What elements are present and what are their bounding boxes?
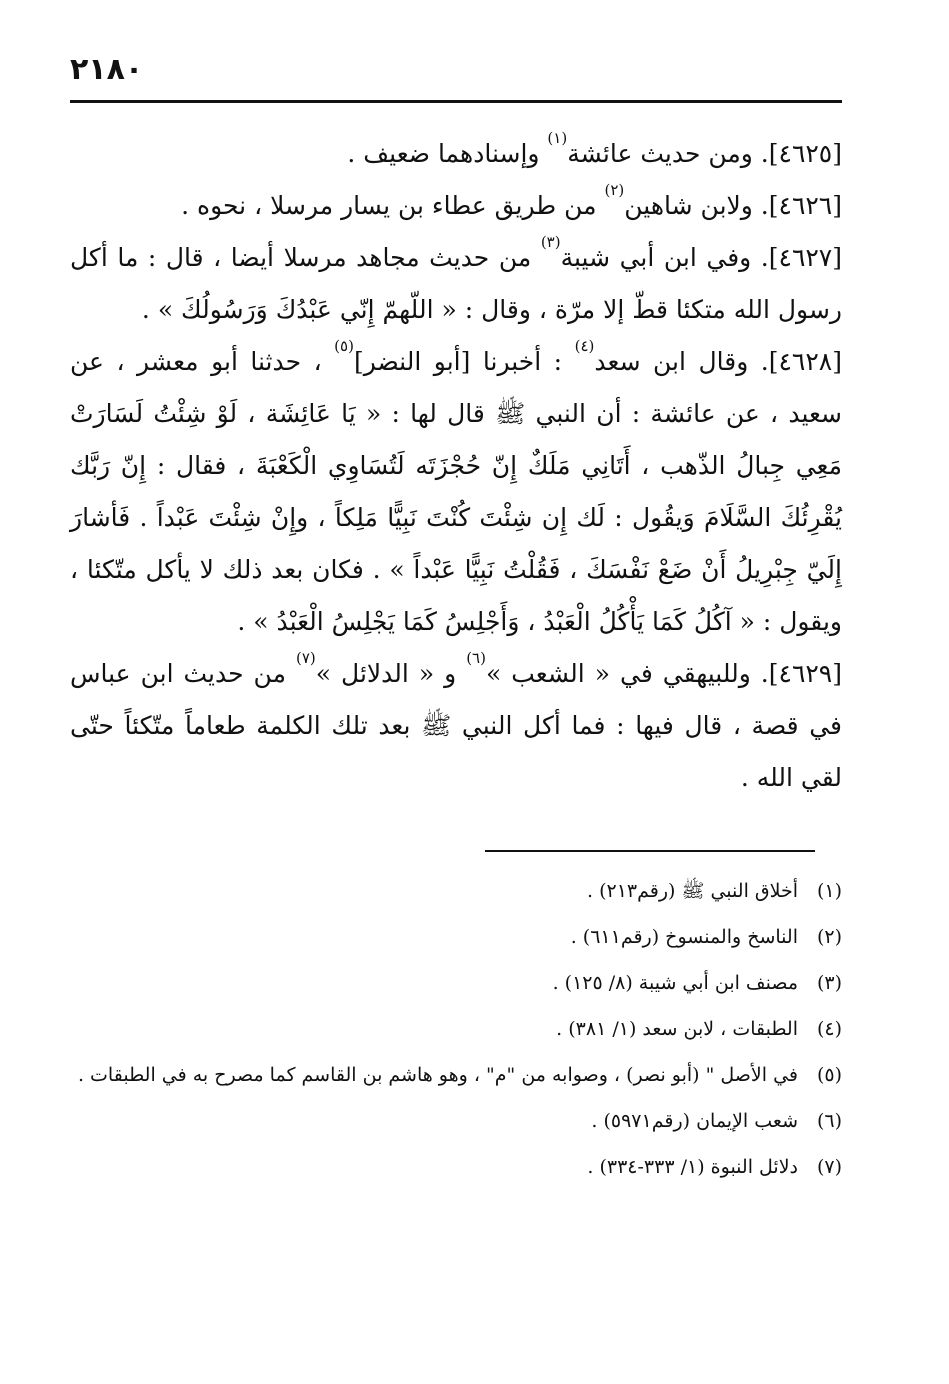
paragraph-number: [٤٦٢٧] bbox=[768, 243, 842, 272]
footnote-ref: (٣) bbox=[540, 232, 561, 251]
footnote-text: في الأصل " (أبو نصر) ، وصوابه من "م" ، وهو هاشم بن القاسم كما مصرح به في الطبقات . bbox=[77, 1064, 798, 1086]
paragraph-text: . وفي ابن أبي شيبة bbox=[560, 243, 769, 272]
footnote-number: (٣) bbox=[816, 972, 842, 994]
paragraph-number: [٤٦٢٦] bbox=[768, 191, 842, 220]
footnote-item bbox=[70, 1098, 842, 1144]
paragraph-text: . وقال ابن سعد bbox=[594, 347, 769, 376]
paragraph-number: [٤٦٢٩] bbox=[768, 659, 842, 688]
footnote-number: (١) bbox=[816, 880, 842, 902]
footnote-text: شعب الإيمان (رقم٥٩٧١) . bbox=[591, 1110, 798, 1132]
paragraph-4628 bbox=[70, 336, 842, 648]
paragraph-text: . وللبيهقي في « الشعب » bbox=[485, 659, 769, 688]
footnote-text: الناسخ والمنسوخ (رقم٦١١) . bbox=[570, 926, 798, 948]
footnote-item bbox=[70, 1144, 842, 1190]
paragraph-text: . ولابن شاهين bbox=[624, 191, 769, 220]
paragraph-number: [٤٦٢٨] bbox=[768, 347, 842, 376]
footnote-item bbox=[70, 914, 842, 960]
footnote-item bbox=[70, 960, 842, 1006]
footnote-text: الطبقات ، لابن سعد (١/ ٣٨١) . bbox=[556, 1018, 798, 1040]
paragraph-text: : أخبرنا [أبو النضر] bbox=[353, 347, 575, 376]
footnote-number: (٤) bbox=[816, 1018, 842, 1040]
footnote-number: (٦) bbox=[816, 1110, 842, 1132]
paragraph-text: وإسنادهما ضعيف . bbox=[347, 139, 548, 168]
paragraph-text: و « الدلائل » bbox=[315, 659, 467, 688]
paragraph-4626 bbox=[70, 180, 842, 232]
paragraph-text: من حديث ابن عباس في قصة ، قال فيها : فما أكل النبي ﷺ بعد تلك الكلمة طعاماً متّكئاً حتّى لقي الله . bbox=[70, 659, 842, 792]
footnote-item bbox=[70, 868, 842, 914]
footnote-ref: (٤) bbox=[574, 336, 595, 355]
page-number: ٢١٨٠ bbox=[70, 52, 144, 87]
footnote-number: (٢) bbox=[816, 926, 842, 948]
header-divider bbox=[70, 100, 842, 103]
footnote-ref: (١) bbox=[547, 128, 568, 147]
footnote-text: أخلاق النبي ﷺ (رقم٢١٣) . bbox=[587, 880, 798, 902]
footnote-text: دلائل النبوة (١/ ٣٣٣-٣٣٤) . bbox=[587, 1156, 798, 1178]
paragraph-text: من حديث مجاهد مرسلا أيضا ، قال : ما أكل رسول الله متكئا قطّ إلا مرّة ، وقال : « اللّهمّ إِنّي عَبْدُكَ وَرَسُولُكَ » . bbox=[70, 243, 842, 324]
footnote-divider bbox=[485, 850, 815, 852]
paragraph-text: من طريق عطاء بن يسار مرسلا ، نحوه . bbox=[181, 191, 605, 220]
footnote-ref: (٢) bbox=[604, 180, 625, 199]
paragraph-text: . ومن حديث عائشة bbox=[567, 139, 769, 168]
footnote-number: (٥) bbox=[816, 1064, 842, 1086]
footnote-ref: (٦) bbox=[466, 648, 486, 667]
main-text bbox=[70, 128, 842, 804]
paragraph-text: ، حدثنا أبو معشر ، عن سعيد ، عن عائشة : أن النبي ﷺ قال لها : « يَا عَائِشَة ، لَوْ شِئْتُ لَسَارَتْ مَعِي جِبالُ الذّهب ، أَتَانِي مَلَكٌ إِنّ حُجْزَتَه لَتُسَاوِي الْكَعْبَةَ ، فقال : إِنّ رَبَّك يُقْرِئُكَ السَّلَامَ وَيقُول : لَك إِن شِئْتَ كُنْتَ نَبِيًّا مَلِكاً ، وإِنْ شِئْتَ عَبْداً . فَأشارَ إِلَيّ جِبْرِيلُ أَنْ ضَعْ نَفْسَكَ ، فَقُلْتُ نَبِيًّا عَبْداً » . فكان بعد ذلك لا يأكل متّكئا ، ويقول : « آكُلُ كَمَا يَأْكُلُ الْعَبْدُ ، وَأَجْلِسُ كَمَا يَجْلِسُ الْعَبْدُ » . bbox=[70, 347, 842, 636]
footnote-text: مصنف ابن أبي شيبة (٨/ ١٢٥) . bbox=[552, 972, 798, 994]
footnotes bbox=[70, 868, 842, 1190]
footnote-item bbox=[70, 1006, 842, 1052]
paragraph-4625 bbox=[70, 128, 842, 180]
footnote-item bbox=[70, 1052, 842, 1098]
paragraph-number: [٤٦٢٥] bbox=[768, 139, 842, 168]
paragraph-4629 bbox=[70, 648, 842, 804]
footnote-ref: (٧) bbox=[295, 648, 316, 667]
footnote-number: (٧) bbox=[816, 1156, 842, 1178]
footnote-ref: (٥) bbox=[334, 336, 354, 355]
paragraph-4627 bbox=[70, 232, 842, 336]
